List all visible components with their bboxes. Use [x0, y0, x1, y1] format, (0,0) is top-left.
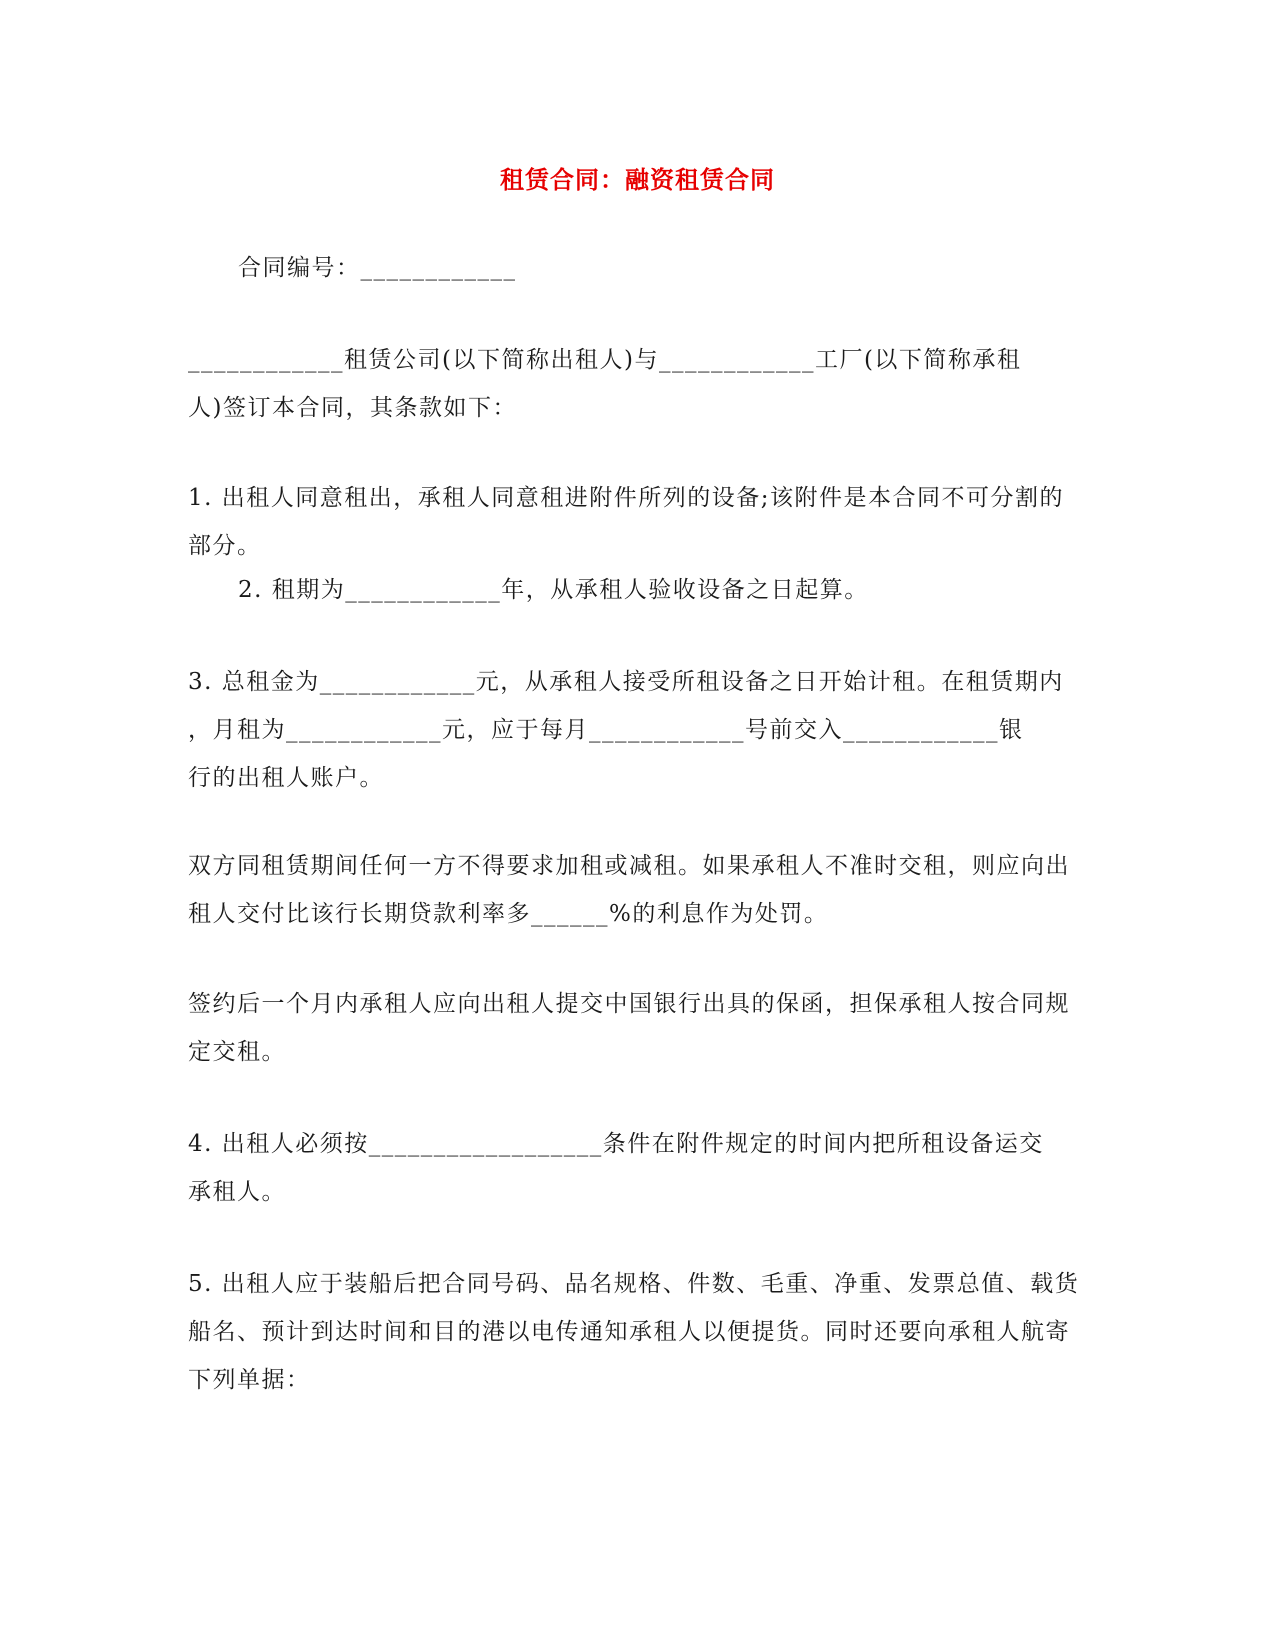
clause-5-line-3: 下列单据：	[188, 1367, 311, 1393]
rent-paragraph	[188, 842, 1088, 938]
contract-number	[188, 244, 1138, 292]
clause-2	[188, 566, 1138, 614]
clause-3	[188, 658, 1088, 802]
clause-5-line-1: 5. 出租人应于装船后把合同号码、品名规格、件数、毛重、净重、发票总值、载货	[188, 1271, 1080, 1297]
guarantee-line-1: 签约后一个月内承租人应向出租人提交中国银行出具的保函，担保承租人按合同规	[188, 991, 1070, 1017]
intro-line-1: ____________租赁公司(以下简称出租人)与____________工厂(以下简称承租	[188, 347, 1022, 373]
document-title: 租赁合同：融资租赁合同	[500, 165, 775, 194]
intro-paragraph	[188, 336, 1088, 432]
clause-3-line-2: ，月租为____________元，应于每月____________号前交入____________银	[188, 717, 1024, 743]
clause-5-line-2: 船名、预计到达时间和目的港以电传通知承租人以便提货。同时还要向承租人航寄	[188, 1319, 1070, 1345]
intro-line-2: 人)签订本合同，其条款如下：	[188, 395, 517, 421]
clause-4-line-2: 承租人。	[188, 1179, 286, 1205]
clause-1-line-1: 1. 出租人同意租出，承租人同意租进附件所列的设备;该附件是本合同不可分割的	[188, 485, 1065, 511]
clause-4-line-1: 4. 出租人必须按__________________条件在附件规定的时间内把所租设备运交	[188, 1131, 1044, 1157]
contract-number-line: 合同编号：____________	[238, 255, 517, 281]
guarantee-paragraph	[188, 980, 1088, 1076]
clause-5	[188, 1260, 1088, 1404]
rent-line-2: 租人交付比该行长期贷款利率多______%的利息作为处罚。	[188, 901, 829, 927]
clause-4	[188, 1120, 1088, 1216]
clause-1-line-2: 部分。	[188, 533, 262, 559]
clause-3-line-3: 行的出租人账户。	[188, 765, 384, 791]
clause-3-line-1: 3. 总租金为____________元，从承租人接受所租设备之日开始计租。在租赁期内	[188, 669, 1064, 695]
guarantee-line-2: 定交租。	[188, 1039, 286, 1065]
clause-2-line-1: 2. 租期为____________年，从承租人验收设备之日起算。	[238, 577, 869, 603]
clause-1	[188, 474, 1088, 570]
rent-line-1: 双方同租赁期间任何一方不得要求加租或减租。如果承租人不准时交租，则应向出	[188, 853, 1070, 879]
